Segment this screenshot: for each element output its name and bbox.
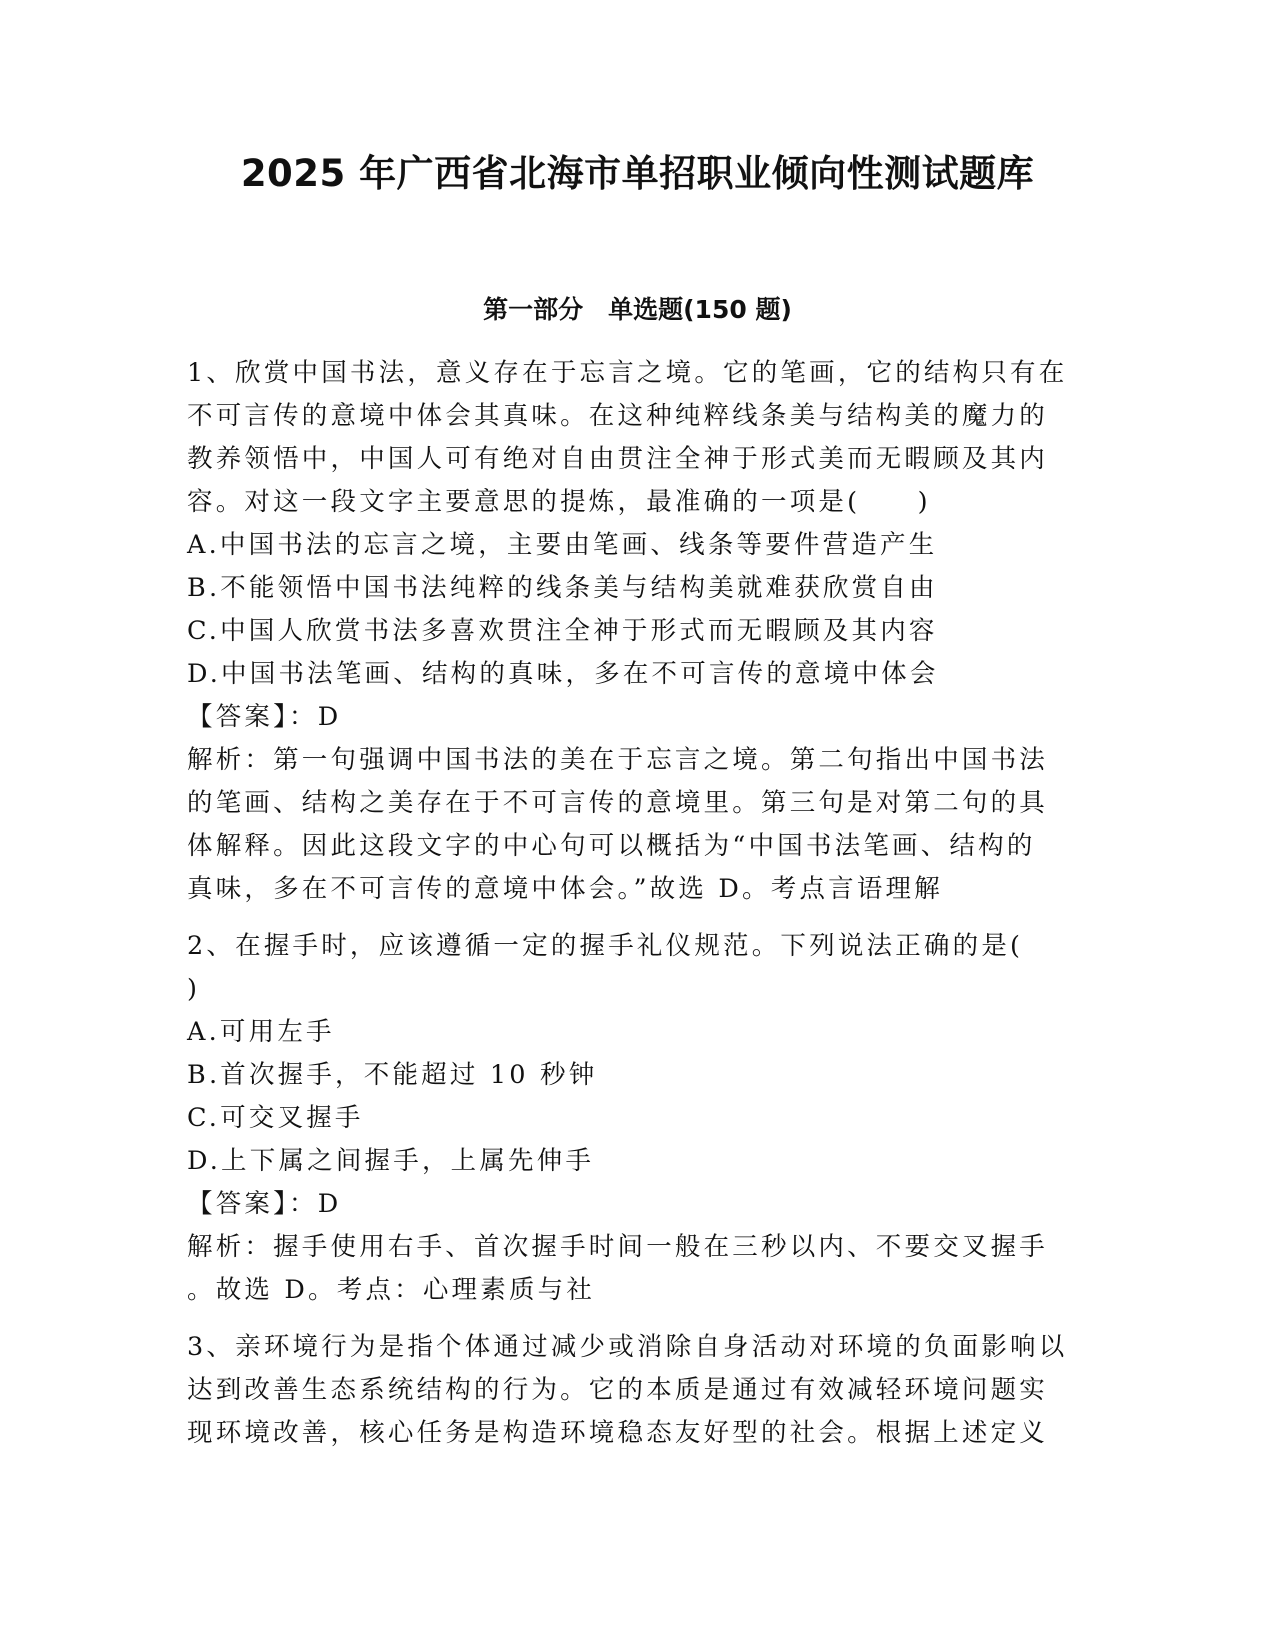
answer-option: C.中国人欣赏书法多喜欢贯注全神于形式而无暇顾及其内容 bbox=[187, 616, 938, 646]
answer-option: D.中国书法笔画、结构的真味，多在不可言传的意境中体会 bbox=[187, 659, 939, 689]
answer-option: B.不能领悟中国书法纯粹的线条美与结构美就难获欣赏自由 bbox=[187, 573, 938, 603]
question-stem-line: 容。对这一段文字主要意思的提炼，最准确的一项是( ) bbox=[187, 487, 931, 517]
analysis-line: 的笔画、结构之美存在于不可言传的意境里。第三句是对第二句的具 bbox=[187, 788, 1049, 818]
section-title: 第一部分 单选题(150 题) bbox=[483, 295, 792, 324]
question-stem-line: 现环境改善，核心任务是构造环境稳态友好型的社会。根据上述定义 bbox=[187, 1418, 1049, 1448]
answer-option: C.可交叉握手 bbox=[187, 1103, 364, 1133]
question-list bbox=[187, 352, 1092, 1469]
analysis-line: 。故选 D。考点：心理素质与社 bbox=[187, 1275, 596, 1305]
question-block bbox=[187, 925, 1092, 1312]
question-stem-line: 达到改善生态系统结构的行为。它的本质是通过有效减轻环境问题实 bbox=[187, 1375, 1049, 1405]
answer-key: 【答案】：D bbox=[187, 1189, 342, 1219]
answer-key: 【答案】：D bbox=[187, 702, 342, 732]
document-title: 2025 年广西省北海市单招职业倾向性测试题库 bbox=[240, 152, 1035, 195]
question-stem-line: 2、在握手时，应该遵循一定的握手礼仪规范。下列说法正确的是( bbox=[187, 931, 1024, 961]
question-stem-line: 不可言传的意境中体会其真味。在这种纯粹线条美与结构美的魔力的 bbox=[187, 401, 1049, 431]
question-stem-line: ) bbox=[187, 974, 201, 1004]
analysis-line: 解析：第一句强调中国书法的美在于忘言之境。第二句指出中国书法 bbox=[187, 745, 1049, 775]
analysis-line: 解析：握手使用右手、首次握手时间一般在三秒以内、不要交叉握手 bbox=[187, 1232, 1049, 1262]
question-stem-line: 3、亲环境行为是指个体通过减少或消除自身活动对环境的负面影响以 bbox=[187, 1332, 1068, 1362]
question-stem-line: 教养领悟中，中国人可有绝对自由贯注全神于形式美而无暇顾及其内 bbox=[187, 444, 1049, 474]
answer-option: A.中国书法的忘言之境，主要由笔画、线条等要件营造产生 bbox=[187, 530, 938, 560]
question-block bbox=[187, 1326, 1092, 1455]
answer-option: A.可用左手 bbox=[187, 1017, 335, 1047]
answer-option: D.上下属之间握手，上属先伸手 bbox=[187, 1146, 595, 1176]
analysis-line: 真味，多在不可言传的意境中体会。”故选 D。考点言语理解 bbox=[187, 874, 943, 904]
question-stem-line: 1、欣赏中国书法，意义存在于忘言之境。它的笔画，它的结构只有在 bbox=[187, 358, 1068, 388]
question-block bbox=[187, 352, 1092, 911]
analysis-line: 体解释。因此这段文字的中心句可以概括为“中国书法笔画、结构的 bbox=[187, 831, 1036, 861]
answer-option: B.首次握手，不能超过 10 秒钟 bbox=[187, 1060, 598, 1090]
